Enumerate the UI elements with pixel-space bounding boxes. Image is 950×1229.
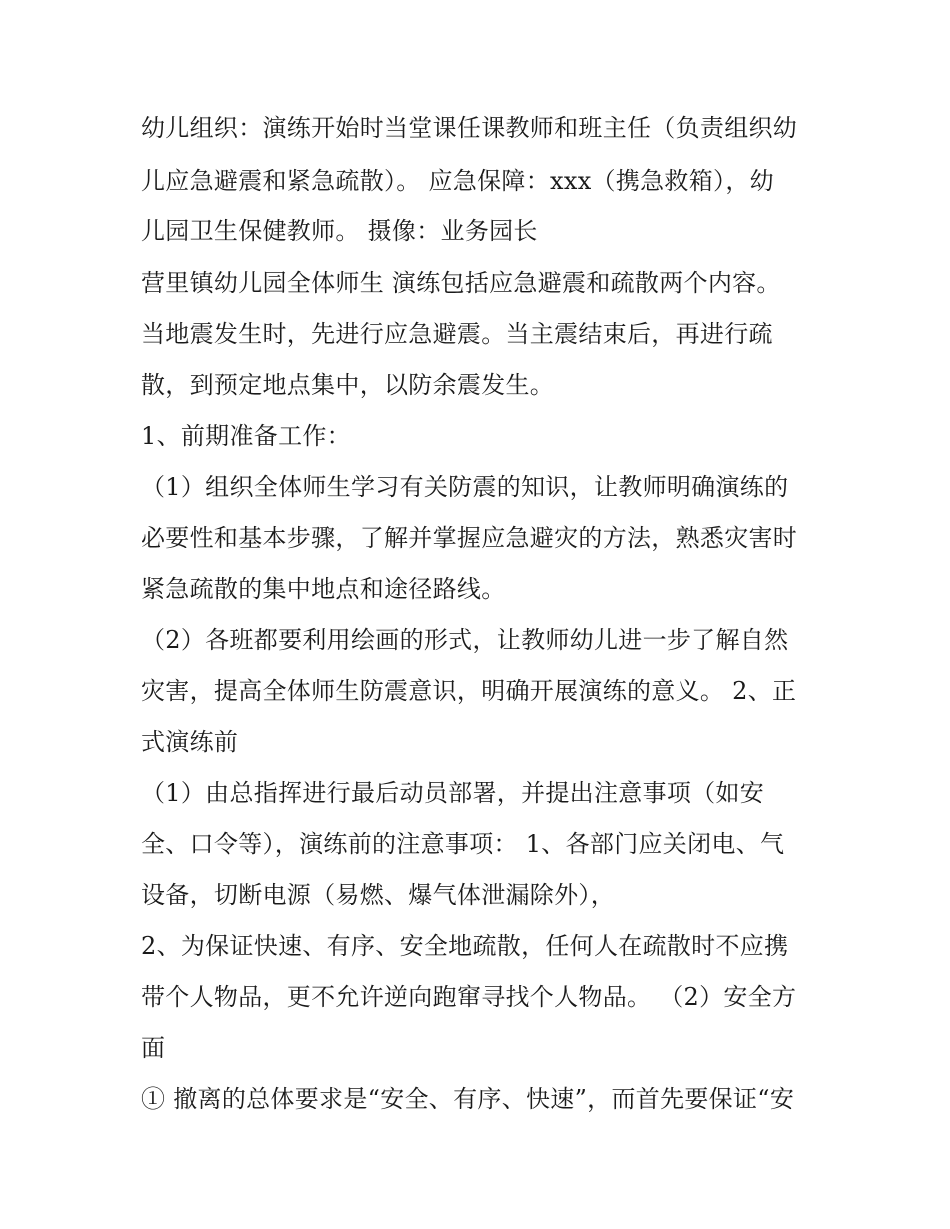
text-line: 散，到预定地点集中，以防余震发生。 <box>141 371 555 399</box>
text-line: 儿应急避震和紧急疏散）。 应急保障：xxx（携急救箱），幼 <box>141 167 774 195</box>
text-line: 设备，切断电源（易燃、爆气体泄漏除外）， <box>141 881 615 909</box>
text-line: （1）组织全体师生学习有关防震的知识，让教师明确演练的 <box>141 473 789 501</box>
text-line: 全、口令等），演练前的注意事项： 1、各部门应关闭电、气 <box>141 830 785 858</box>
text-line: 灾害，提高全体师生防震意识，明确开展演练的意义。 2、正 <box>141 677 797 705</box>
text-line: ① 撤离的总体要求是“安全、有序、快速”，而首先要保证“安 <box>141 1085 795 1113</box>
text-line: （1）由总指挥进行最后动员部署，并提出注意事项（如安 <box>141 779 765 807</box>
text-line: 儿园卫生保健教师。 摄像：业务园长 <box>141 217 538 245</box>
text-line: 式演练前 <box>141 728 239 756</box>
text-line: 当地震发生时，先进行应急避震。当主震结束后，再进行疏 <box>141 320 773 348</box>
text-line: 面 <box>141 1034 166 1062</box>
text-line: 紧急疏散的集中地点和途径路线。 <box>141 575 506 603</box>
text-line: 必要性和基本步骤，了解并掌握应急避灾的方法，熟悉灾害时 <box>141 524 798 552</box>
section-heading: 1、前期准备工作： <box>141 422 351 450</box>
text-line: 2、为保证快速、有序、安全地疏散，任何人在疏散时不应携 <box>141 932 789 960</box>
text-line: 幼儿组织：演练开始时当堂课任课教师和班主任（负责组织幼 <box>141 114 798 142</box>
text-line: 营里镇幼儿园全体师生 演练包括应急避震和疏散两个内容。 <box>141 269 781 297</box>
text-line: 带个人物品，更不允许逆向跑窜寻找个人物品。 （2）安全方 <box>141 983 797 1011</box>
text-line: （2）各班都要利用绘画的形式，让教师幼儿进一步了解自然 <box>141 626 789 654</box>
